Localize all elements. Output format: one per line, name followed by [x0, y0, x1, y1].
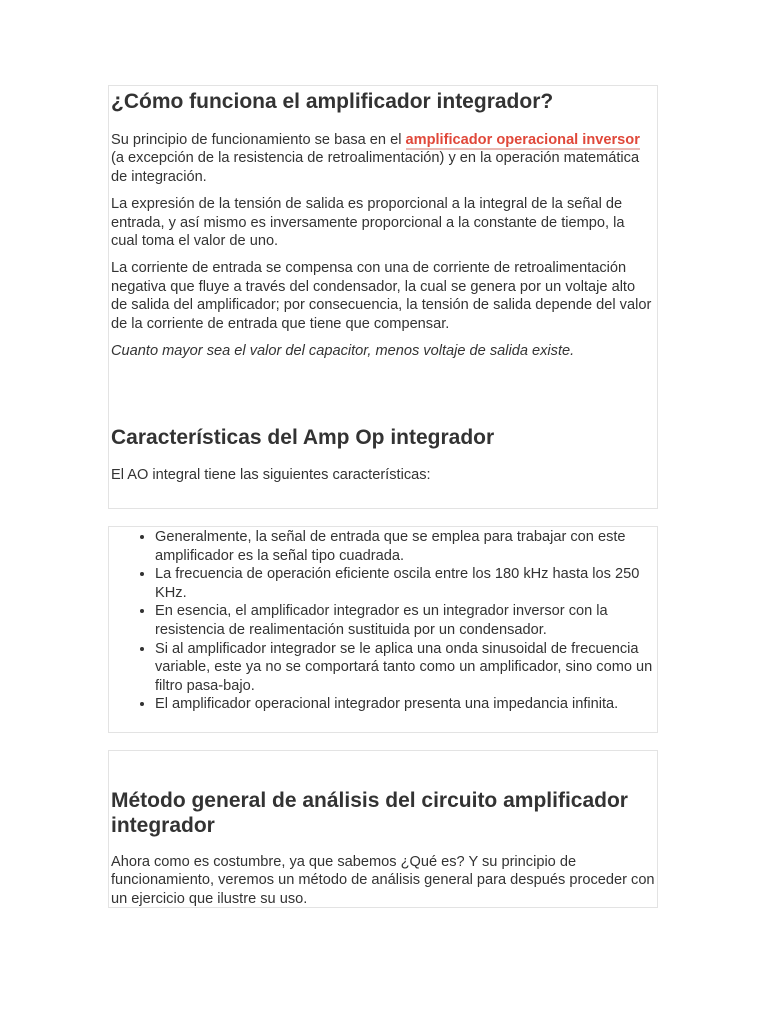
section-how-it-works — [108, 85, 658, 509]
paragraph-analysis-intro: Ahora como es costumbre, ya que sabemos ¿Qué es? Y su principio de funcionamiento, veremos un método de análisis general para después proceder con un ejercicio que ilustre su uso. — [111, 854, 655, 907]
paragraph-capacitor-note — [111, 342, 655, 360]
characteristics-list-box — [108, 526, 658, 733]
list-item: • Generalmente, la señal de entrada que se emplea para trabajar con este amplificador es la señal tipo cuadrada. — [155, 528, 657, 565]
paragraph-text: (a excepción de la resistencia de retroalimentación) y en la operación matemática de integración. — [111, 150, 640, 185]
paragraph-input-current: La corriente de entrada se compensa con una de corriente de retroalimentación negativa que fluye a través del condensador, la cual se genera por un voltaje alto de salida del amplificador; por consecuencia, la tensión de salida depende del valor de la corriente de entrada que tiene que compensar. — [111, 260, 652, 332]
paragraph-text: Su principio de funcionamiento se basa en el — [111, 132, 406, 148]
list-item: • En esencia, el amplificador integrador es un integrador inversor con la resistencia de realimentación sustituida por un condensador. — [155, 602, 657, 639]
list-item: • El amplificador operacional integrador presenta una impedancia infinita. — [155, 695, 657, 714]
section-heading: ¿Cómo funciona el amplificador integrador? — [111, 90, 554, 113]
italic-note: Cuanto mayor sea el valor del capacitor, menos voltaje de salida existe. — [111, 343, 575, 360]
section-heading-characteristics: Características del Amp Op integrador — [111, 426, 495, 450]
characteristics-list — [109, 528, 657, 714]
paragraph-characteristics-intro: El AO integral tiene las siguientes características: — [111, 467, 431, 484]
paragraph-principle — [111, 131, 655, 186]
section-heading-analysis: Método general de análisis del circuito amplificador integrador — [111, 789, 628, 837]
paragraph-output-voltage: La expresión de la tensión de salida es proporcional a la integral de la señal de entrada, y así mismo es inversamente proporcional a la constante de tiempo, la cual toma el valor de uno. — [111, 196, 625, 250]
list-item: • La frecuencia de operación eficiente oscila entre los 180 kHz hasta los 250 KHz. — [155, 565, 657, 602]
section-analysis-method — [108, 750, 658, 908]
list-item: • Si al amplificador integrador se le aplica una onda sinusoidal de frecuencia variable, este ya no se comportará tanto como un amplificador, sino como un filtro pasa-bajo. — [155, 640, 657, 696]
inverting-amplifier-link[interactable]: amplificador operacional inversor — [405, 132, 640, 148]
